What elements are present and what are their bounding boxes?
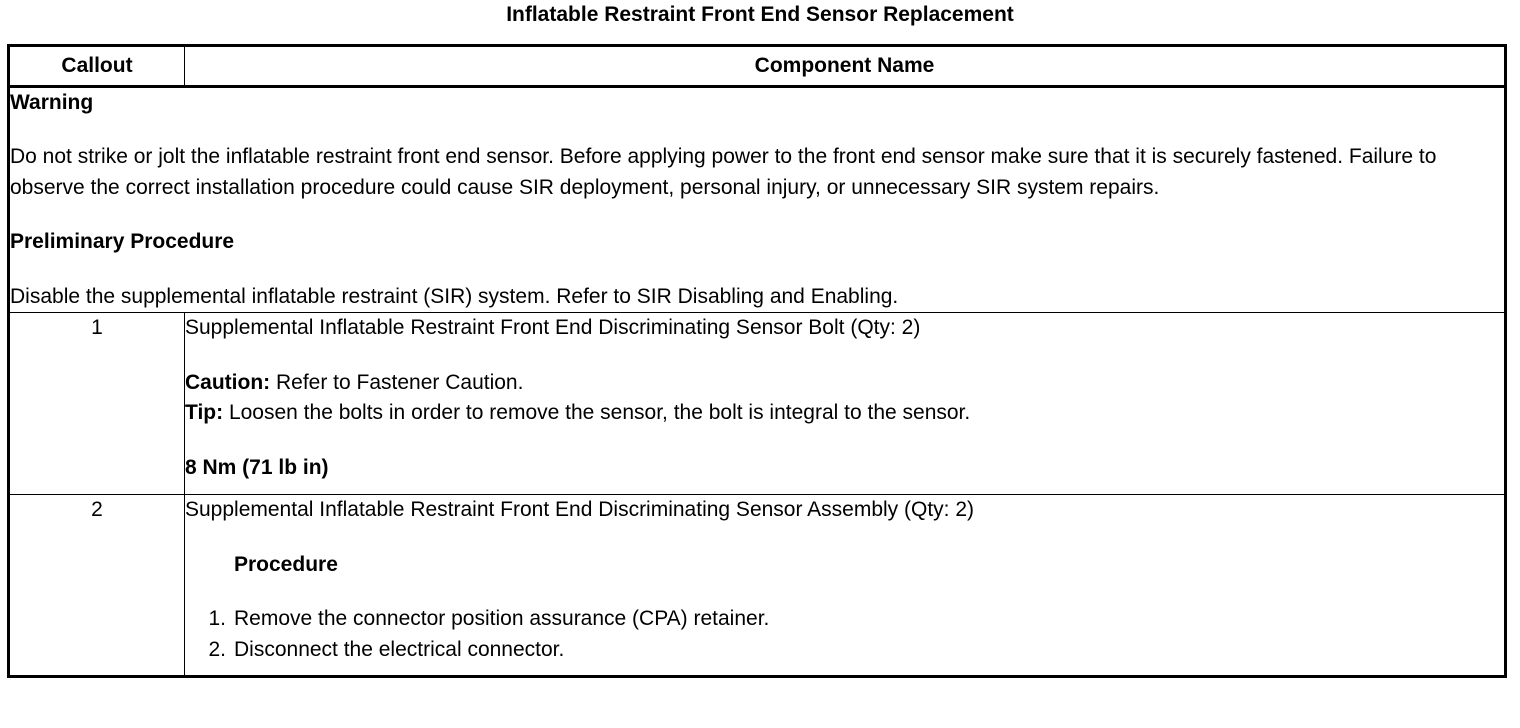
step-text: Disconnect the electrical connector. bbox=[234, 637, 565, 661]
procedure-table bbox=[7, 44, 1507, 678]
component-column-header: Component Name bbox=[185, 46, 1506, 87]
step-number: 2. bbox=[208, 637, 226, 661]
list-item bbox=[208, 604, 1504, 634]
callout-column-header: Callout bbox=[9, 46, 185, 87]
intro-row bbox=[9, 87, 1506, 313]
document-title: Inflatable Restraint Front End Sensor Replacement bbox=[506, 3, 1014, 26]
component-name: Supplemental Inflatable Restraint Front End Discriminating Sensor Bolt (Qty: 2) bbox=[185, 316, 921, 340]
component-name: Supplemental Inflatable Restraint Front End Discriminating Sensor Assembly (Qty: 2) bbox=[185, 498, 975, 522]
tip-label: Tip: bbox=[185, 401, 224, 425]
step-number: 1. bbox=[208, 607, 226, 631]
caution-text: Refer to Fastener Caution. bbox=[270, 370, 524, 394]
table-row bbox=[9, 495, 1506, 677]
callout-number: 1 bbox=[9, 313, 185, 495]
intro-cell bbox=[9, 87, 1506, 313]
warning-heading: Warning bbox=[10, 91, 94, 114]
preliminary-text: Disable the supplemental inflatable restraint (SIR) system. Refer to SIR Disabling and Enabling. bbox=[10, 284, 899, 308]
procedure-steps bbox=[185, 604, 1504, 665]
table-row bbox=[9, 313, 1506, 495]
caution-label: Caution: bbox=[185, 370, 271, 394]
tip-line bbox=[185, 398, 1504, 428]
callout-number: 2 bbox=[9, 495, 185, 677]
step-text: Remove the connector position assurance (CPA) retainer. bbox=[234, 607, 770, 631]
preliminary-heading: Preliminary Procedure bbox=[10, 230, 235, 254]
table-header-row bbox=[9, 46, 1506, 87]
list-item bbox=[208, 635, 1504, 665]
component-cell bbox=[185, 495, 1506, 677]
tip-text: Loosen the bolts in order to remove the sensor, the bolt is integral to the sensor. bbox=[223, 401, 971, 425]
caution-line bbox=[185, 368, 1504, 398]
torque-spec: 8 Nm (71 lb in) bbox=[185, 455, 329, 479]
component-cell bbox=[185, 313, 1506, 495]
warning-text: Do not strike or jolt the inflatable restraint front end sensor. Before applying power to the front end sensor make sure that it is securely fastened. Failure to observe the correct installation procedure could cause SIR deployment, personal injury, or unnecessary SIR system repairs. bbox=[10, 145, 1437, 199]
procedure-heading: Procedure bbox=[234, 552, 338, 576]
